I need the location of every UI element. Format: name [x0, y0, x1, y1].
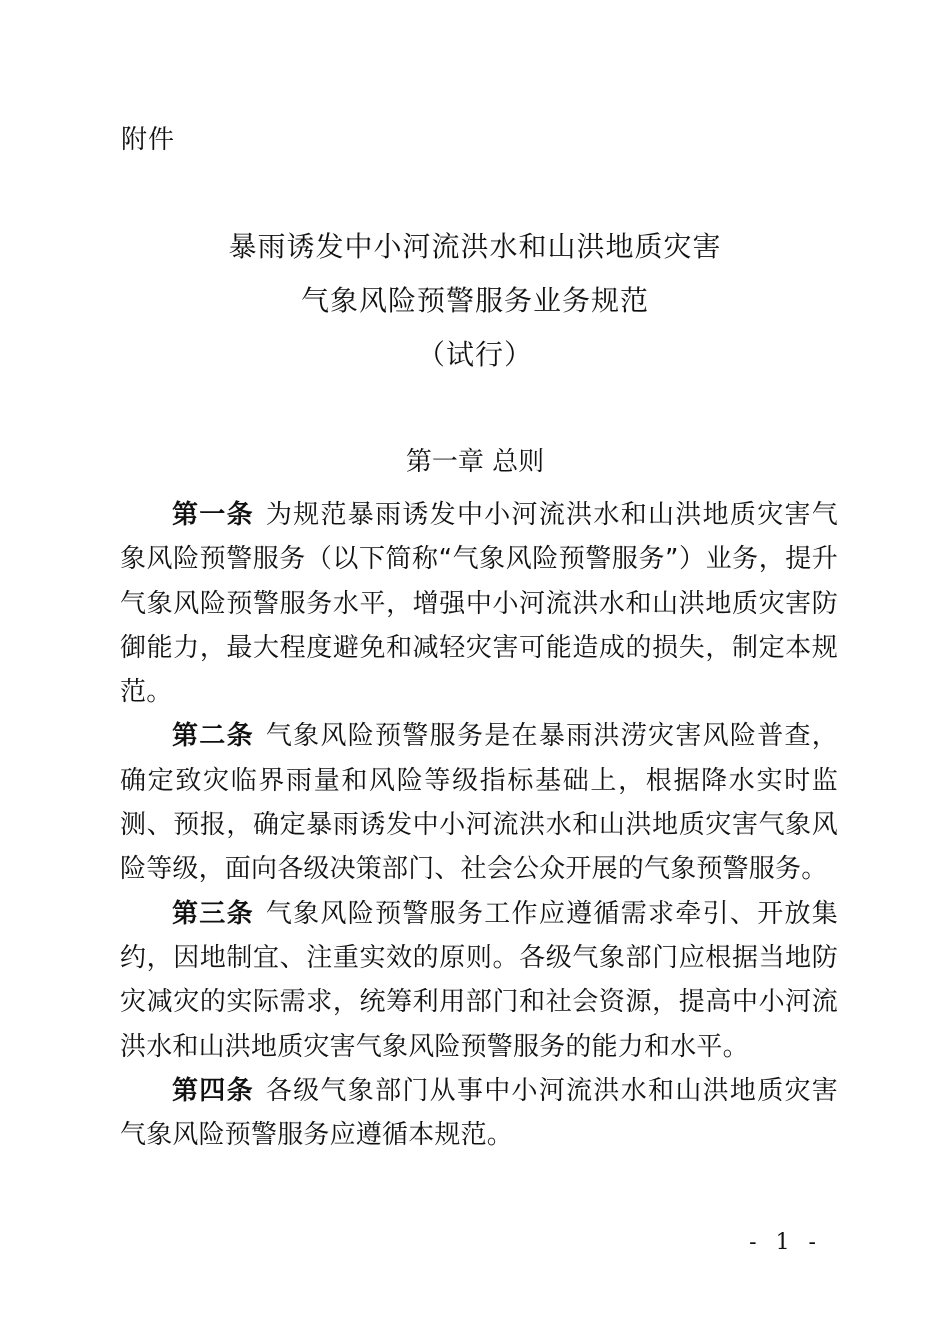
article-text: 气象风险预警服务是在暴雨洪涝灾害风险普查，确定致灾临界雨量和风险等级指标基础上，根据降水实时监测、预报，确定暴雨诱发中小河流洪水和山洪地质灾害气象风险等级，面向各级决策部门、社会公众开展的气象预警服务。 [120, 721, 838, 885]
article-label: 第四条 [172, 1075, 254, 1106]
document-title [0, 220, 950, 382]
title-line-2: 气象风险预警服务业务规范 [300, 284, 649, 317]
article-4 [120, 1069, 838, 1158]
page-number: - 1 - [749, 1230, 822, 1255]
chapter-heading: 第一章 总则 [405, 447, 545, 477]
title-line-1: 暴雨诱发中小河流洪水和山洪地质灾害 [228, 230, 722, 263]
article-list [120, 493, 838, 1157]
article-2 [120, 714, 838, 891]
article-text: 气象风险预警服务工作应遵循需求牵引、开放集约，因地制宜、注重实效的原则。各级气象部门应根据当地防灾减灾的实际需求，统筹利用部门和社会资源，提高中小河流洪水和山洪地质灾害气象风险预警服务的能力和水平。 [120, 898, 838, 1062]
title-line-3: （试行） [416, 338, 533, 371]
article-label: 第一条 [172, 500, 254, 530]
article-3 [120, 892, 838, 1069]
article-1 [120, 493, 838, 714]
article-text: 各级气象部门从事中小河流洪水和山洪地质灾害气象风险预警服务应遵循本规范。 [120, 1075, 838, 1151]
article-label: 第三条 [172, 898, 254, 929]
article-text: 为规范暴雨诱发中小河流洪水和山洪地质灾害气象风险预警服务（以下简称“气象风险预警服务”）业务，提升气象风险预警服务水平，增强中小河流洪水和山洪地质灾害防御能力，最大程度避免和减轻灾害可能造成的损失，制定本规范。 [120, 500, 838, 708]
attachment-label: 附件 [121, 125, 176, 155]
article-label: 第二条 [172, 721, 254, 752]
